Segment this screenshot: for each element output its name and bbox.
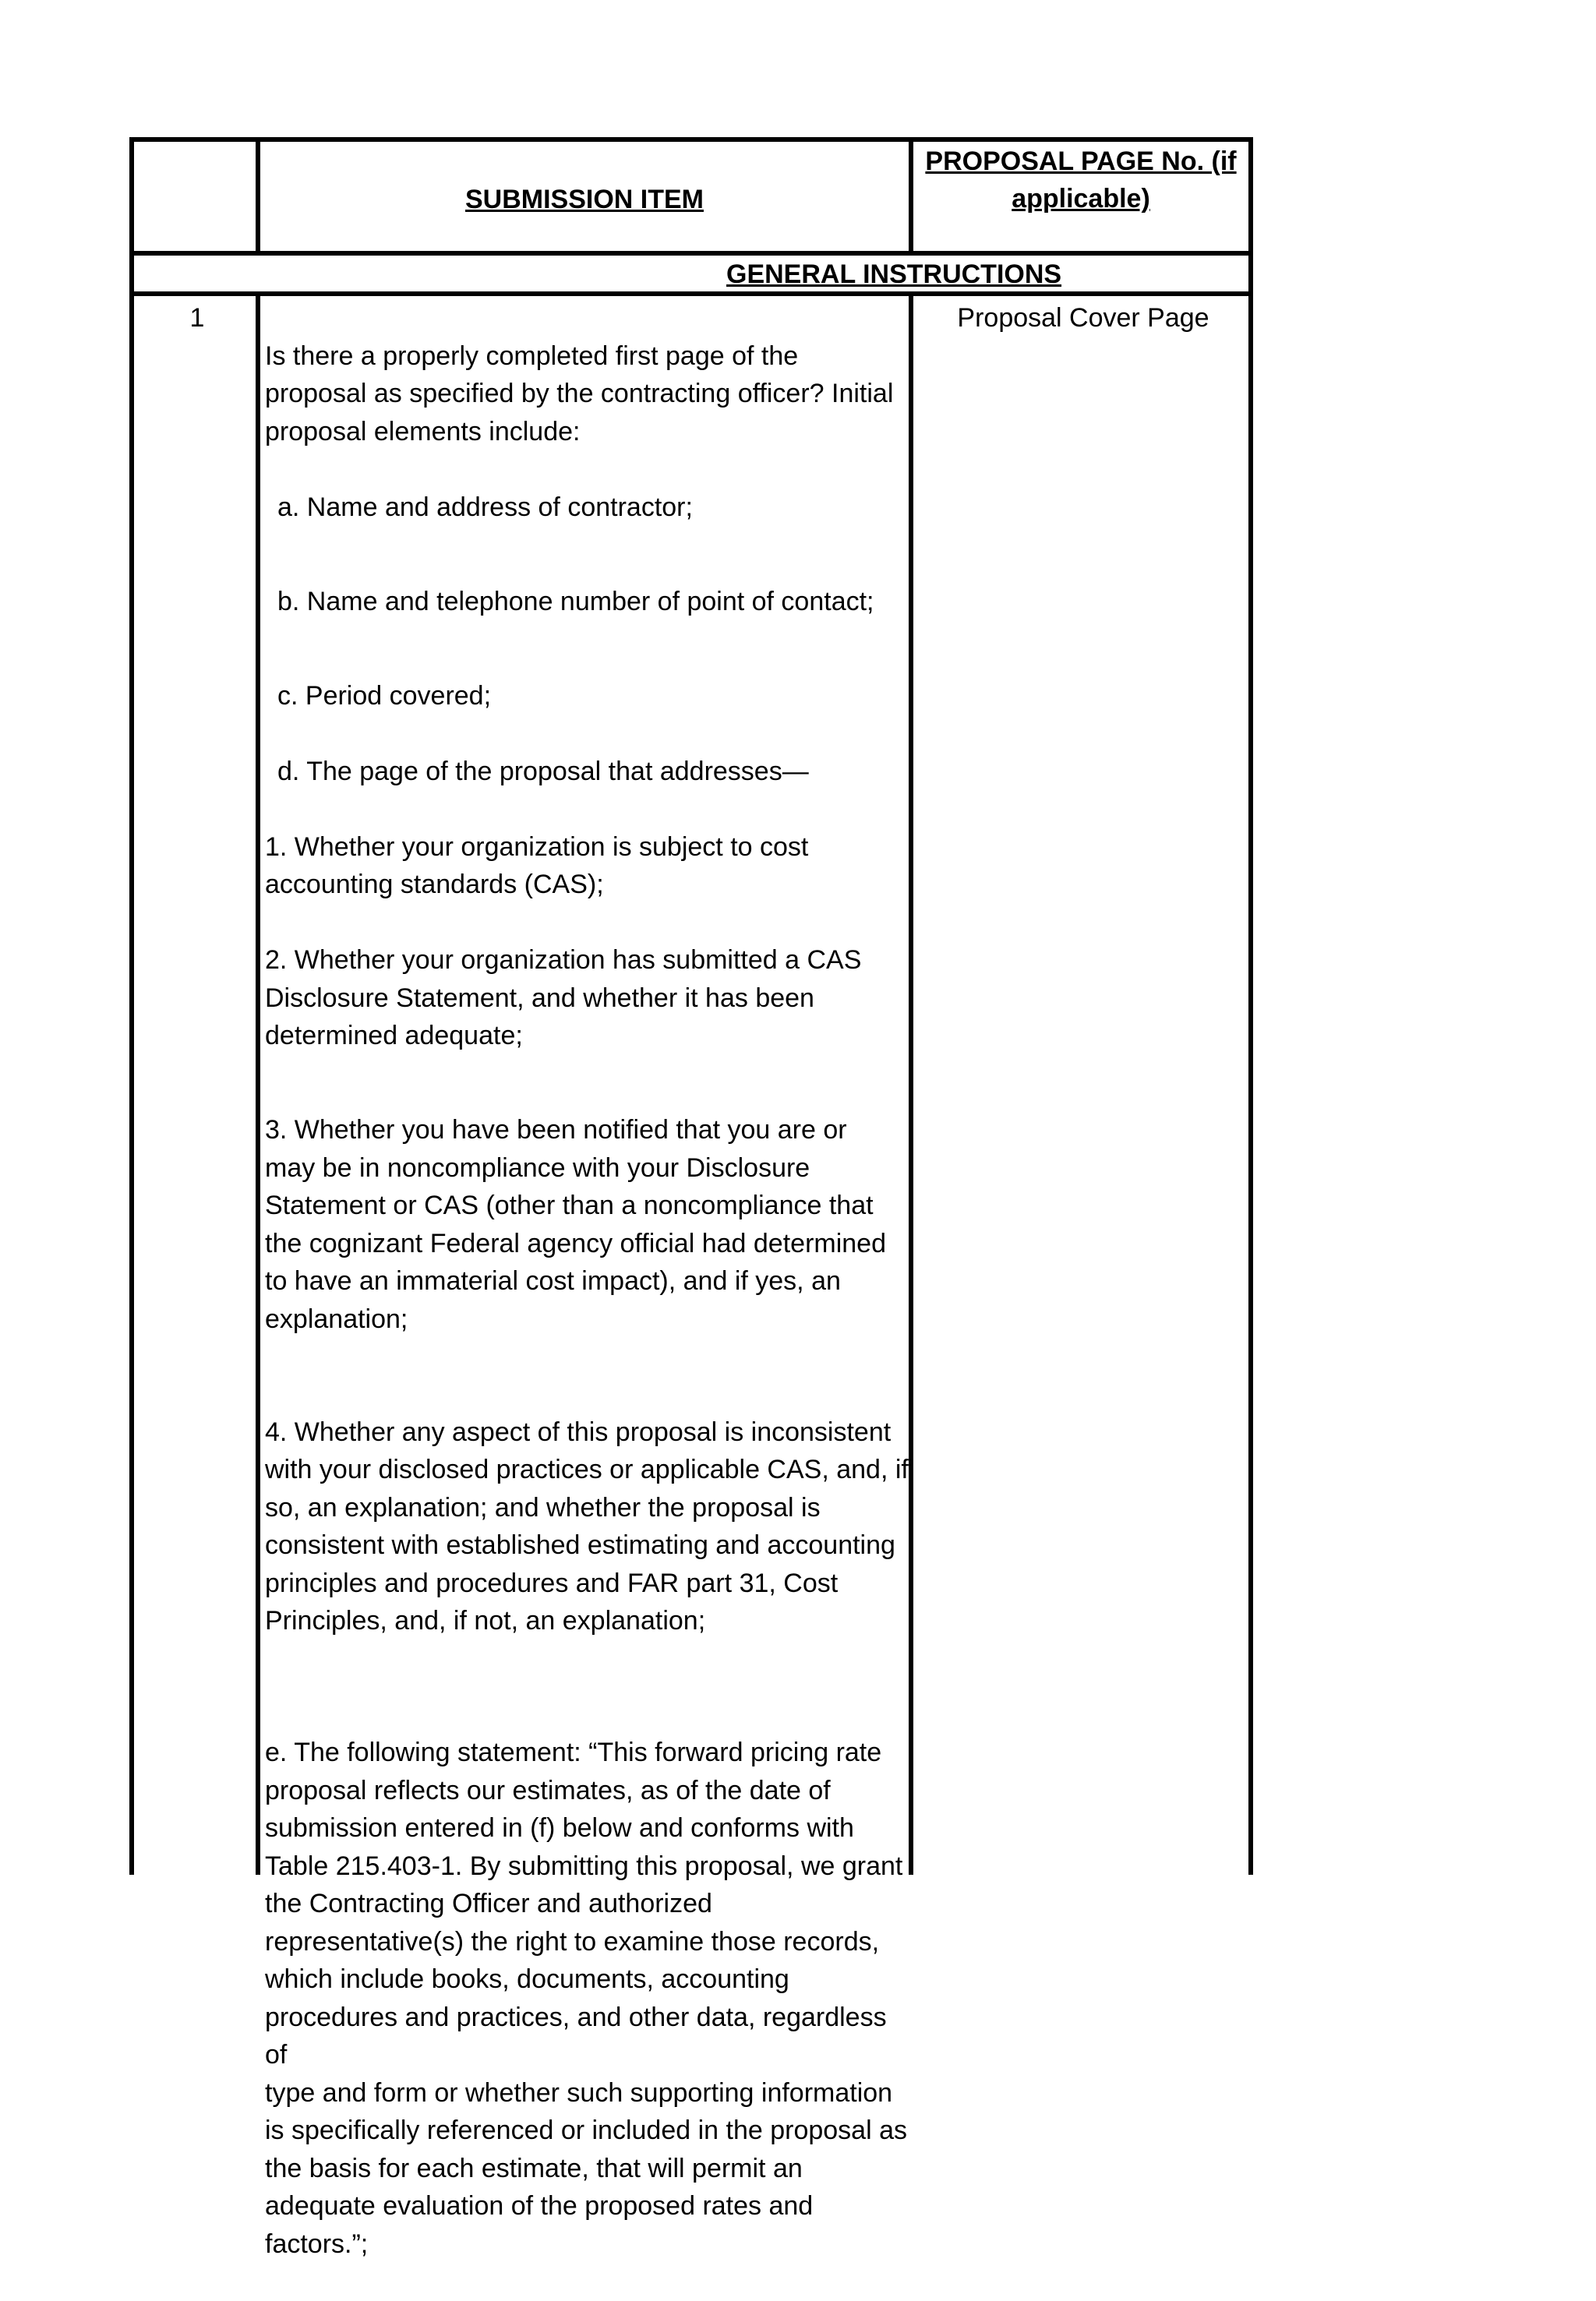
- item-b: b. Name and telephone number of point of contact;: [277, 586, 874, 616]
- header-submission-item: SUBMISSION ITEM: [464, 185, 704, 214]
- section-title: GENERAL INSTRUCTIONS: [726, 259, 1062, 289]
- submission-item-text: [265, 299, 912, 2301]
- item-d3: 3. Whether you have been notified that you are or may be in noncompliance with your Disclosure Statement or CAS (other than a noncompliance that the cognizant Federal agency official had determined to have an immaterial cost impact), and if yes, an explanation;: [265, 1115, 886, 1334]
- item-d4: 4. Whether any aspect of this proposal is inconsistent with your disclosed practices or applicable CAS, and, if so, an explanation; and whether the proposal is consistent with established estimating and accounting principles and procedures and FAR part 31, Cost Principles, and, if not, an explanation;: [265, 1417, 909, 1636]
- item-a: a. Name and address of contractor;: [277, 492, 693, 522]
- table-border-left: [129, 137, 134, 1875]
- item-d: d. The page of the proposal that addresses—: [277, 756, 809, 786]
- item-intro: Is there a properly completed first page of the proposal as specified by the contracting officer? Initial proposal elements include:: [265, 341, 894, 446]
- item-d1: 1. Whether your organization is subject to cost accounting standards (CAS);: [265, 831, 809, 899]
- column-divider-1-body: [256, 293, 260, 1875]
- item-c: c. Period covered;: [277, 680, 492, 711]
- row-number: 1: [189, 303, 205, 333]
- row-proposal-page: Proposal Cover Page: [957, 303, 1209, 333]
- table-border-right: [1248, 137, 1253, 1875]
- header-proposal-page-line1: PROPOSAL PAGE No. (if: [925, 146, 1237, 176]
- item-d2: 2. Whether your organization has submitted a CAS Disclosure Statement, and whether it has been determined adequate;: [265, 945, 862, 1050]
- table-border-top: [129, 137, 1253, 142]
- header-proposal-page-line2: applicable): [1012, 184, 1150, 214]
- item-e: e. The following statement: “This forward pricing rate proposal reflects our estimates, as of the date of submission entered in (f) below and conforms with Table 215.403-1. By submitting this proposal, we grant the Contracting Officer and authorized representative(s) the right to examine those records, which include books, documents, accounting procedures and practices, and other data, regardless of type and form or whether such supporting information is specifically referenced or included in the proposal as the basis for each estimate, that will permit an adequate evaluation of the proposed rates and factors.”;: [265, 1738, 908, 2259]
